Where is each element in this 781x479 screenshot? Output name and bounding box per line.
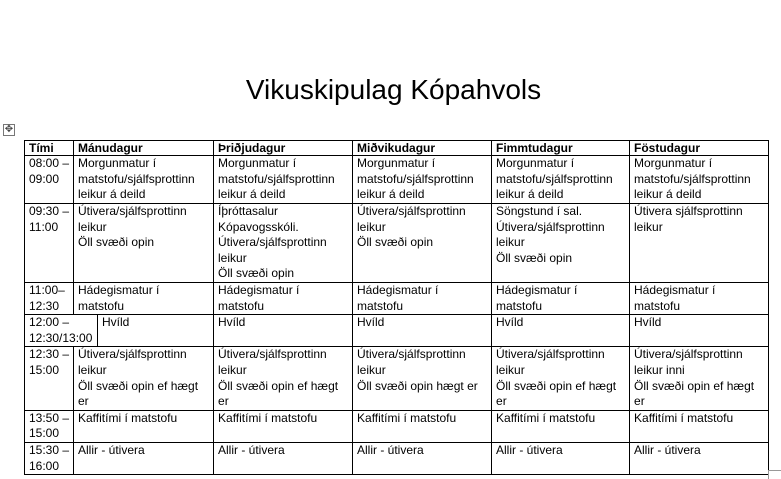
activity-cell[interactable] [492,204,630,283]
table-row [25,315,769,347]
cell-text: Útivera/sjálfsprottinn [496,347,605,362]
cell-text: Öll svæði opin [78,235,155,250]
cell-text: leikur [78,219,107,234]
cell-text: 13:50 – [29,410,70,425]
activity-cell[interactable] [74,442,214,474]
cell-text: leikur á deild [496,187,564,202]
cell-text: Morgunmatur í [78,156,157,170]
cell-text: Útivera/sjálfsprottinn [78,347,187,362]
activity-cell[interactable] [98,315,214,347]
time-cell[interactable] [25,347,74,410]
cell-text: 09:30 – [29,204,70,218]
activity-cell[interactable] [492,442,630,474]
cell-text: leikur [218,362,247,377]
table-row [25,156,769,204]
cell-text: Útivera/sjálfsprottinn [357,347,466,362]
cell-text: Morgunmatur í [357,156,436,170]
activity-cell[interactable] [74,204,214,283]
time-cell[interactable] [25,204,74,283]
cell-text: Hádegismatur í [357,283,439,297]
cell-text: Öll svæði opin ef hægt [218,378,339,393]
activity-cell[interactable] [74,410,214,442]
cell-text: Útivera/sjálfsprottinn [218,347,327,362]
column-header: Föstudagur [630,141,769,156]
cell-text: leikur á deild [78,187,146,202]
activity-cell[interactable] [214,283,353,315]
cell-text: leikur á deild [357,187,425,202]
cell-text: er [634,394,645,409]
cell-text: Íþróttasalur [218,204,279,218]
table-row [25,204,769,283]
cell-text: Útivera/sjálfsprottinn [496,219,605,234]
cell-text: Kópavogsskóli. [218,219,299,234]
column-header: Mánudagur [74,141,214,156]
activity-cell[interactable] [630,315,769,347]
cell-text: Allir - útivera [496,442,563,457]
schedule-table [24,140,769,475]
activity-cell[interactable] [630,347,769,410]
cell-text: leikur [218,250,247,265]
activity-cell[interactable] [353,347,492,410]
cell-text: leikur [78,362,107,377]
cell-text: Hvíld [357,315,385,330]
cell-text: Morgunmatur í [496,156,575,170]
activity-cell[interactable] [630,204,769,283]
activity-cell[interactable] [214,204,353,283]
cell-text: Útivera/sjálfsprottinn [218,235,327,250]
cell-text: leikur [496,235,525,250]
table-move-handle-icon[interactable]: ✥ [4,124,14,135]
activity-cell[interactable] [492,347,630,410]
activity-cell[interactable] [630,442,769,474]
cell-text: 12:30 – [29,347,70,362]
cell-text: matstofu [496,298,543,313]
time-cell[interactable] [25,442,74,474]
column-header: Þriðjudagur [214,141,353,156]
column-header: Fimmtudagur [492,141,630,156]
cell-text: matstofu/sjálfsprottinn [634,171,751,186]
cell-text: Hádegismatur í [78,283,160,297]
cell-text: 12:30 [29,298,60,313]
cell-text: Kaffitími í matstofu [78,410,178,425]
cell-text: matstofu [78,298,125,313]
activity-cell[interactable] [353,442,492,474]
activity-cell[interactable] [630,156,769,204]
activity-cell[interactable] [630,410,769,442]
cell-text: er [496,394,507,409]
cell-text: Útivera sjálfsprottinn [634,204,743,218]
cell-text: Hvíld [102,315,130,330]
cell-text: Kaffitími í matstofu [218,410,318,425]
activity-cell[interactable] [74,347,214,410]
cell-text: Hádegismatur í [496,283,578,297]
cell-text: Öll svæði opin [218,266,295,281]
cell-text: leikur á deild [634,187,702,202]
table-row [25,442,769,474]
cell-text: Öll svæði opin [357,235,434,250]
cell-text: Morgunmatur í [218,156,297,170]
cell-text: er [218,394,229,409]
cell-text: Hvíld [218,315,246,330]
column-header: Miðvikudagur [353,141,492,156]
cell-text: 15:30 – [29,442,70,457]
cell-text: Öll svæði opin hægt er [357,378,478,393]
cell-text: matstofu [634,298,681,313]
time-cell[interactable] [25,315,98,347]
cell-text: Útivera/sjálfsprottinn [357,204,466,218]
document-title: Vikuskipulag Kópahvols [245,74,542,105]
column-header: Tími [25,141,74,156]
activity-cell[interactable] [492,410,630,442]
cell-text: Allir - útivera [357,442,424,457]
time-cell[interactable] [25,283,74,315]
table-row [25,283,769,315]
activity-cell[interactable] [353,410,492,442]
cell-text: leikur [357,219,386,234]
cell-text: 11:00– [29,283,65,297]
cell-text: Söngstund í sal. [496,204,583,218]
cell-text: Kaffitími í matstofu [496,410,596,425]
activity-cell[interactable] [214,156,353,204]
cell-text: Öll svæði opin ef hægt [634,378,755,393]
cell-text: leikur [357,362,386,377]
cell-text: 16:00 [29,458,60,473]
table-row [25,410,769,442]
cell-text: Öll svæði opin ef hægt [78,378,199,393]
cell-text: 15:00 [29,426,60,441]
activity-cell[interactable] [353,315,492,347]
activity-cell[interactable] [353,204,492,283]
cell-text: Allir - útivera [218,442,285,457]
time-cell[interactable] [25,410,74,442]
activity-cell[interactable] [630,283,769,315]
cell-text: 11:00 [29,219,59,234]
cell-text: 15:00 [29,362,60,377]
activity-cell[interactable] [74,283,214,315]
cell-text: Hádegismatur í [218,283,300,297]
activity-cell[interactable] [492,283,630,315]
cell-text: matstofu/sjálfsprottinn [357,171,474,186]
activity-cell[interactable] [214,347,353,410]
cell-text: Útivera/sjálfsprottinn [78,204,187,218]
activity-cell[interactable] [492,315,630,347]
activity-cell[interactable] [214,442,353,474]
cell-text: Öll svæði opin [496,250,573,265]
cell-text: matstofu [357,298,404,313]
cell-text: matstofu [218,298,265,313]
cell-text: leikur [634,219,663,234]
cell-text: 12:30/13:00 [29,330,93,345]
activity-cell[interactable] [74,156,214,204]
cell-text: Kaffitími í matstofu [634,410,734,425]
time-cell[interactable] [25,156,74,204]
cell-text: matstofu/sjálfsprottinn [78,171,195,186]
activity-cell[interactable] [214,410,353,442]
cell-text: Hvíld [634,315,662,330]
activity-cell[interactable] [353,156,492,204]
cell-text: leikur [496,362,525,377]
cell-text: leikur á deild [218,187,286,202]
table-resize-handle[interactable] [768,470,781,479]
cell-text: Útivera/sjálfsprottinn [634,347,743,362]
activity-cell[interactable] [492,156,630,204]
cell-text: Allir - útivera [634,442,701,457]
cell-text: matstofu/sjálfsprottinn [496,171,613,186]
cell-text: er [78,394,89,409]
activity-cell[interactable] [214,315,353,347]
cell-text: Kaffitími í matstofu [357,410,457,425]
cell-text: Hádegismatur í [634,283,716,297]
cell-text: 12:00 – [29,315,70,330]
cell-text: Allir - útivera [78,442,145,457]
cell-text: 08:00 – [29,156,70,170]
cell-text: 09:00 [29,171,60,186]
cell-text: matstofu/sjálfsprottinn [218,171,335,186]
cell-text: Morgunmatur í [634,156,713,170]
table-row [25,347,769,410]
cell-text: Hvíld [496,315,524,330]
cell-text: leikur inni [634,362,685,377]
activity-cell[interactable] [353,283,492,315]
cell-text: Öll svæði opin ef hægt [496,378,617,393]
